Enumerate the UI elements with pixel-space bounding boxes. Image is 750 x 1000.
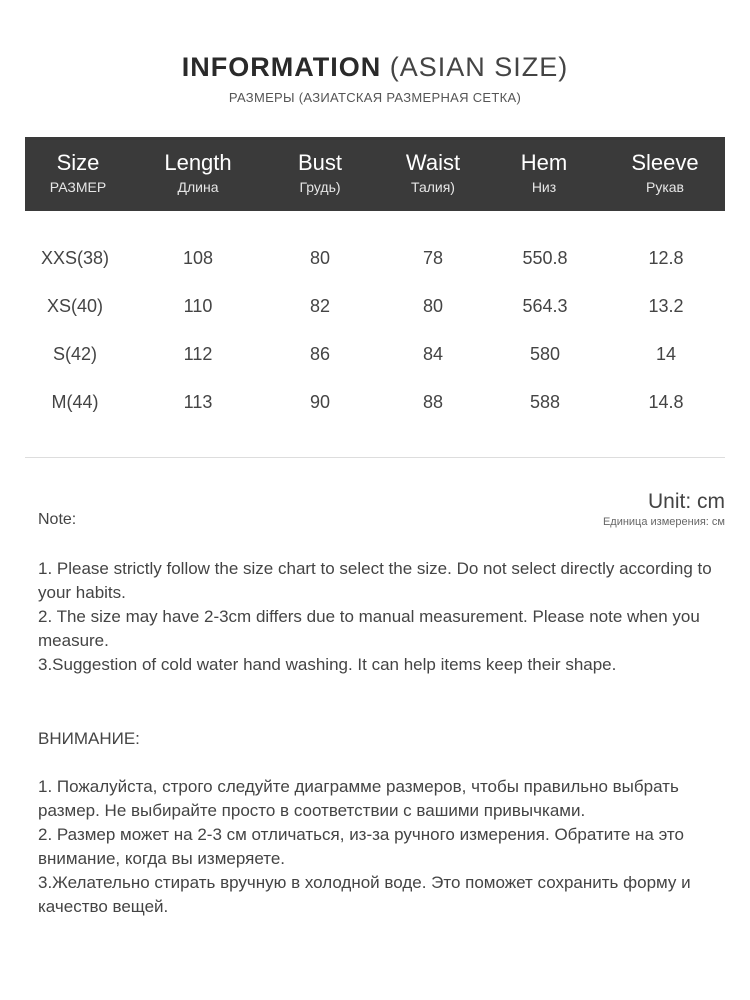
cell-waist: 88 — [422, 392, 444, 412]
cell-bust: 90 — [309, 392, 331, 412]
cell-size: XXS(38) — [40, 248, 110, 268]
cell-size: M(44) — [51, 392, 99, 412]
notes-russian — [38, 775, 718, 919]
cell-waist: 80 — [422, 296, 444, 316]
column-header-label: Length — [164, 150, 232, 175]
table-row — [25, 291, 725, 321]
cell-hem: 580 — [529, 344, 561, 364]
table-row — [25, 243, 725, 273]
cell-bust: 82 — [309, 296, 331, 316]
unit-label-ru: Единица измерения: см — [602, 516, 725, 528]
cell-bust: 80 — [309, 248, 331, 268]
cell-size: S(42) — [52, 344, 97, 364]
cell-waist: 78 — [422, 248, 444, 268]
cell-length: 108 — [182, 248, 214, 268]
cell-bust: 86 — [309, 344, 331, 364]
column-header-label: Waist — [405, 150, 461, 175]
column-header-sleeve — [615, 137, 715, 211]
note-item: 3.Suggestion of cold water hand washing. It can help items keep their shape. — [38, 655, 617, 674]
note-heading: Note: — [38, 511, 77, 528]
column-header-label: Sleeve — [631, 150, 699, 175]
column-header-label-ru: Грудь) — [299, 179, 341, 195]
cell-sleeve: 13.2 — [648, 296, 684, 316]
column-header-label-ru: Рукав — [646, 179, 684, 195]
column-header-label: Hem — [520, 150, 568, 175]
cell-sleeve: 12.8 — [648, 248, 684, 268]
unit-label: Unit: cm — [647, 490, 725, 513]
cell-length: 112 — [183, 344, 213, 364]
column-header-label-ru: РАЗМЕР — [49, 179, 107, 195]
title-light: (ASIAN SIZE) — [389, 52, 569, 82]
note-item-ru: 2. Размер может на 2-3 см отличаться, из-за ручного измерения. Обратите на это внимание, когда вы измеряете. — [38, 825, 684, 868]
column-header-label: Bust — [297, 150, 343, 175]
table-row — [25, 339, 725, 369]
note-item-ru: 1. Пожалуйста, строго следуйте диаграмме размеров, чтобы правильно выбрать размер. Не выбирайте просто в соответствии с вашими привычками. — [38, 777, 679, 820]
column-header-label-ru: Низ — [531, 179, 557, 195]
column-header-waist — [383, 137, 483, 211]
note-item: 1. Please strictly follow the size chart to select the size. Do not select directly according to your habits. — [38, 559, 712, 602]
notes-russian-heading: ВНИМАНИЕ: — [38, 729, 140, 748]
notes-english — [38, 557, 718, 677]
column-header-bust — [270, 137, 370, 211]
note-item-ru: 3.Желательно стирать вручную в холодной воде. Это поможет сохранить форму и качество вещей. — [38, 873, 691, 916]
cell-hem: 564.3 — [522, 296, 568, 316]
cell-sleeve: 14 — [655, 344, 677, 364]
page-subtitle: РАЗМЕРЫ (АЗИАТСКАЯ РАЗМЕРНАЯ СЕТКА) — [228, 90, 522, 105]
title-bold: INFORMATION — [181, 52, 382, 82]
cell-length: 113 — [183, 392, 213, 412]
size-table-header — [25, 137, 725, 211]
column-header-hem — [494, 137, 594, 211]
column-header-length — [148, 137, 248, 211]
cell-length: 110 — [183, 296, 213, 316]
cell-size: XS(40) — [46, 296, 104, 316]
column-header-size — [28, 137, 128, 211]
cell-hem: 588 — [529, 392, 561, 412]
page-title — [0, 52, 750, 83]
column-header-label: Size — [56, 150, 100, 175]
column-header-label-ru: Талия) — [411, 179, 455, 195]
section-divider — [25, 457, 725, 458]
table-row — [25, 387, 725, 417]
cell-waist: 84 — [422, 344, 444, 364]
column-header-label-ru: Длина — [177, 179, 219, 195]
cell-sleeve: 14.8 — [648, 392, 684, 412]
note-item: 2. The size may have 2-3cm differs due to manual measurement. Please note when you measure. — [38, 607, 700, 650]
cell-hem: 550.8 — [522, 248, 568, 268]
